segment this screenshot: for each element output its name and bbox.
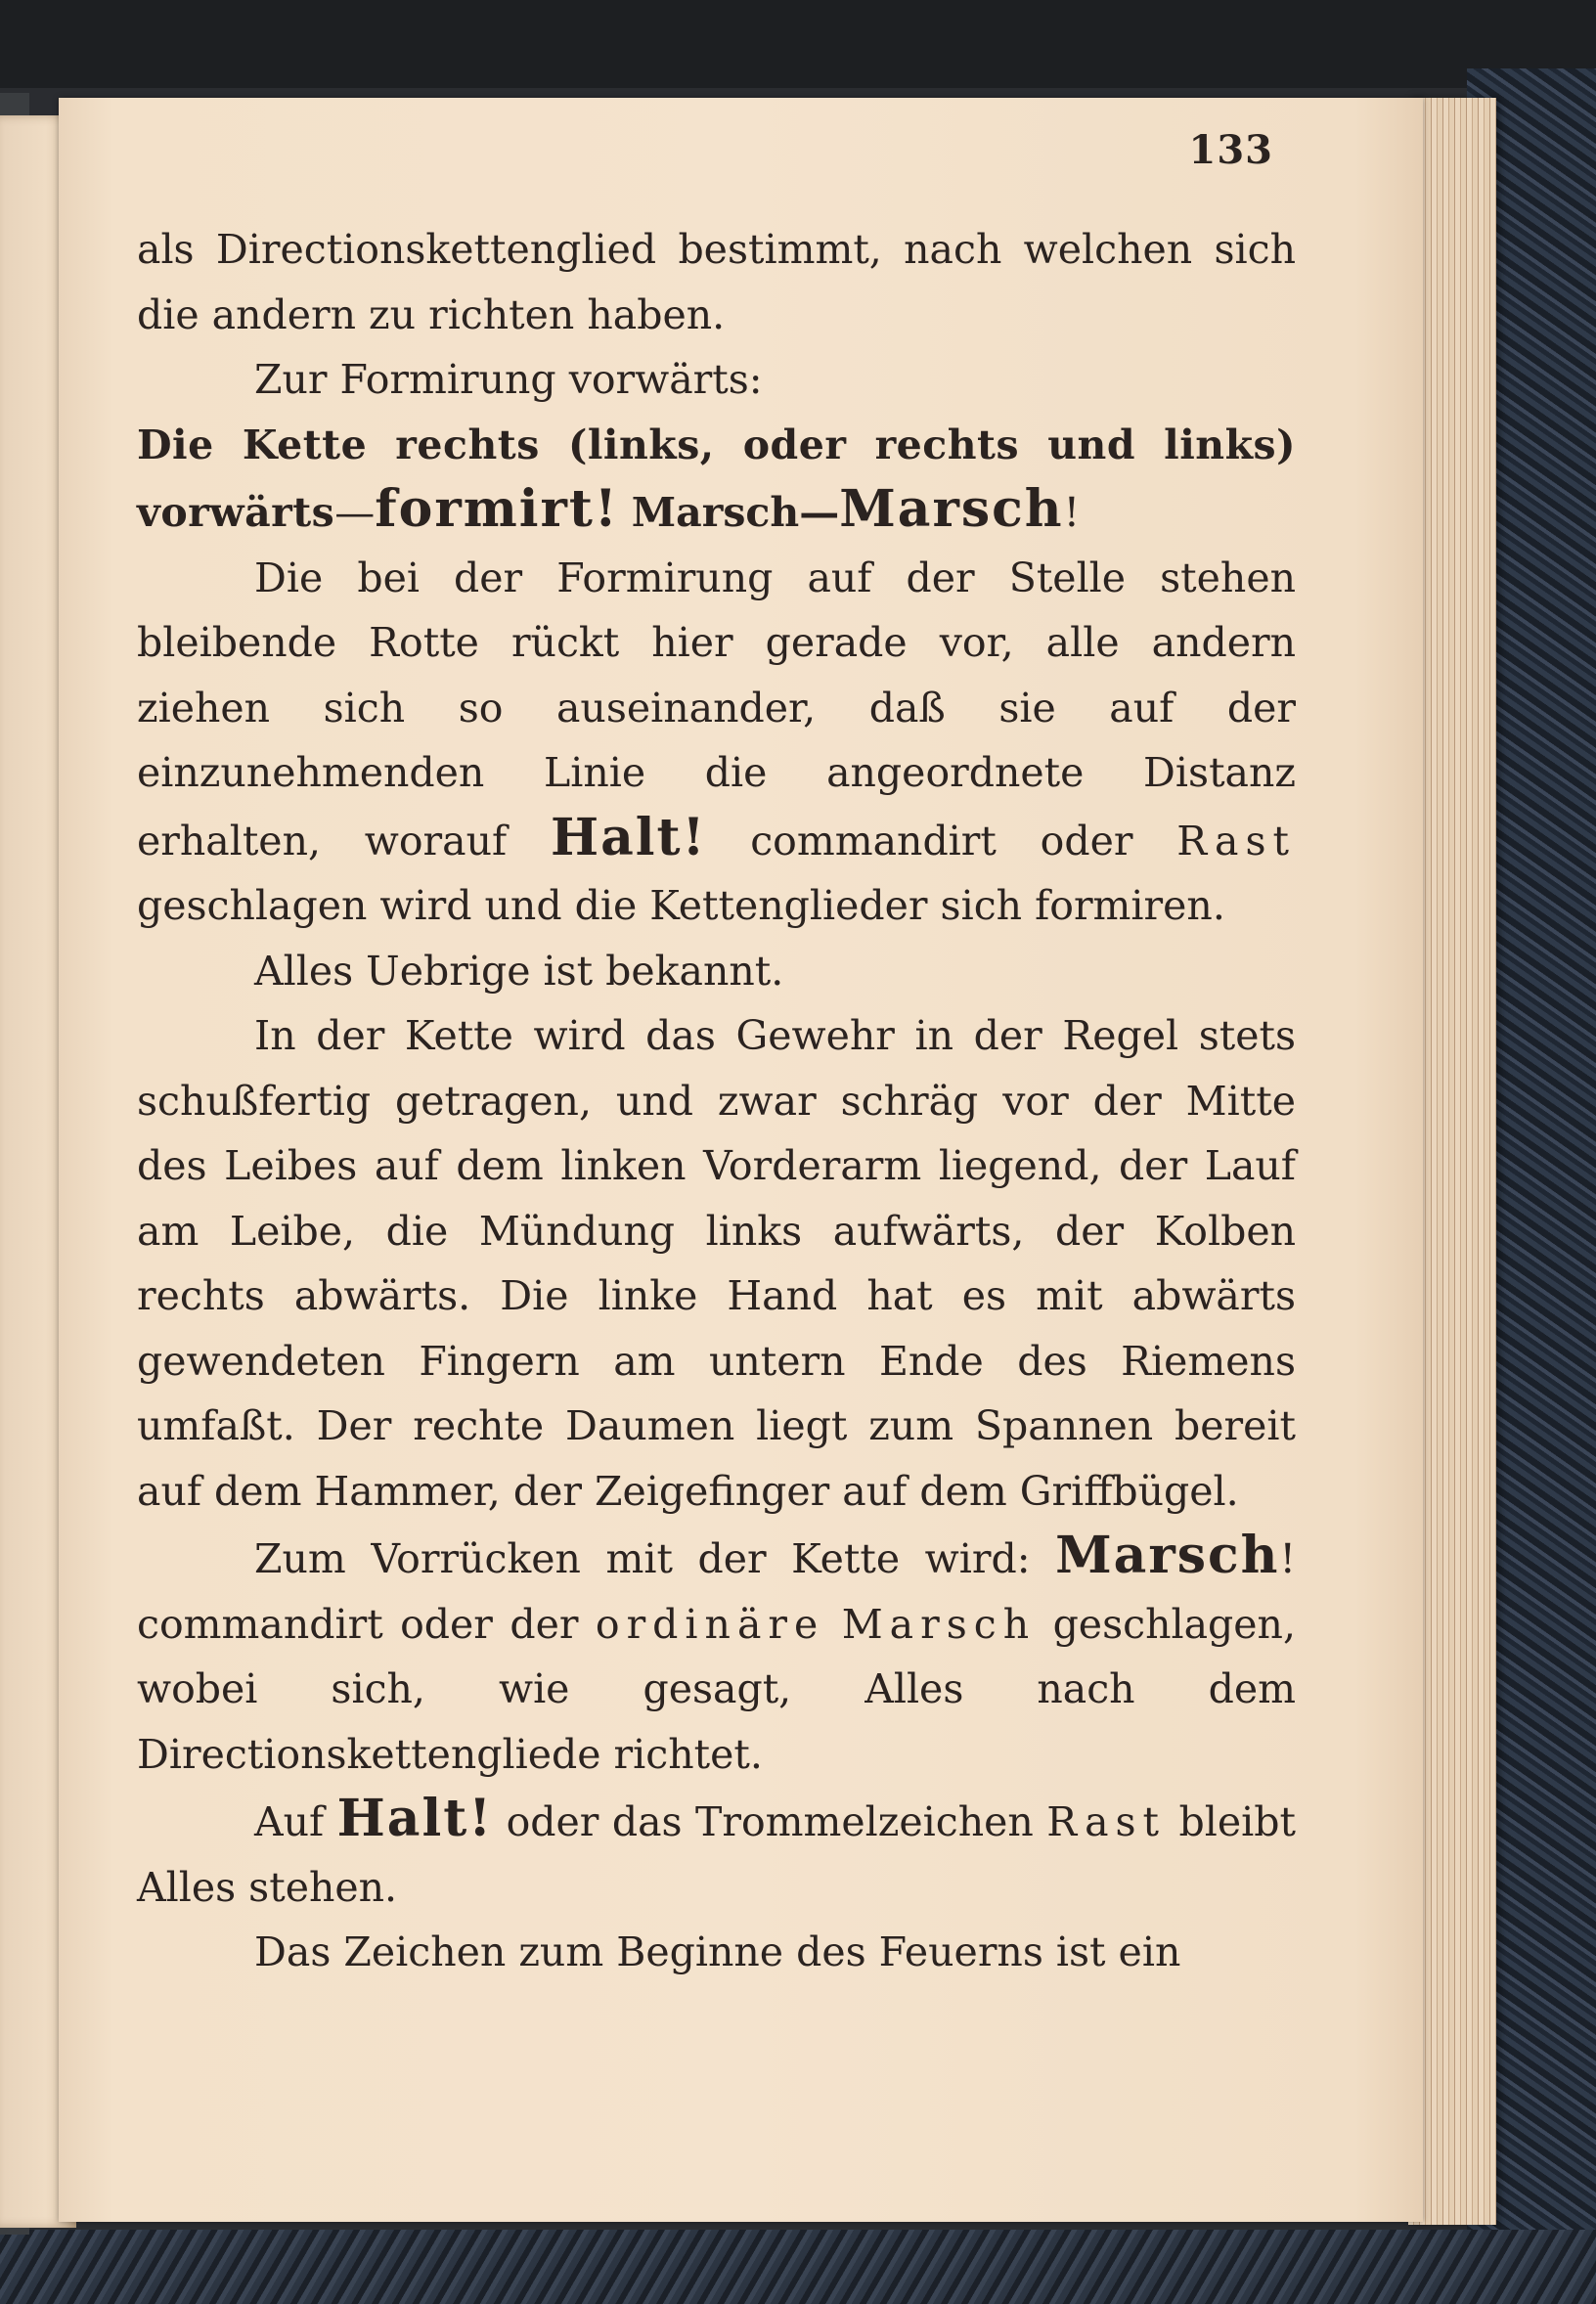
paragraph-3-command — [137, 413, 1296, 546]
command-marsch-1: Marsch— — [631, 489, 840, 536]
paragraph-8-text-a: Auf — [254, 1798, 325, 1845]
paragraph-2: Zur Formirung vorwärts: — [254, 356, 763, 403]
command-halt-2: Halt! — [336, 1789, 494, 1848]
paragraph-4-text-a: Die bei der Formirung auf der Stelle stehen bleibende Rotte rückt hier gerade vor, alle andern ziehen sich so auseinander, daß sie auf der einzunehmenden Linie die angeordnete Distanz erhalten, worauf — [137, 554, 1296, 864]
paragraph-4-text-c: geschlagen wird und die Kettenglieder sich formiren. — [137, 882, 1225, 929]
signal-marsch: Marsch — [841, 1600, 1037, 1648]
signal-rast-1: Rast — [1176, 817, 1296, 864]
exclamation-2: ! — [1279, 1535, 1296, 1582]
paragraph-9: Das Zeichen zum Beginne des Feuerns ist ein — [254, 1928, 1181, 1975]
command-marsch-2: Marsch — [839, 479, 1064, 539]
desk-background — [0, 0, 1596, 88]
paragraph-8 — [137, 1787, 1296, 1920]
page-text — [137, 217, 1296, 1985]
dash: — — [334, 489, 376, 536]
paragraph-6: In der Kette wird das Gewehr in der Regel stets schußfertig getragen, und zwar schräg vor der Mitte des Leibes auf dem linken Vorderarm liegend, der Lauf am Leibe, die Mündung links aufwärts, der Kolben rechts abwärts. Die linke Hand hat es mit abwärts gewendeten Fingern am untern Ende des Riemens umfaßt. Der rechte Daumen liegt zum Spannen bereit auf dem Hammer, der Zeigefinger auf dem Griffbügel. — [137, 1012, 1296, 1515]
paragraph-7-text-b: commandirt oder der — [137, 1600, 579, 1648]
exclamation: ! — [1063, 489, 1081, 536]
paragraph-7-text-c: geschlagen, wobei sich, wie gesagt, Alles nach dem Directionskettengliede richtet. — [137, 1600, 1296, 1778]
book-cover-bottom — [0, 2230, 1596, 2304]
paragraph-4 — [137, 546, 1296, 939]
command-kette: Die Kette rechts (links, oder rechts und links) vorwärts — [137, 421, 1296, 536]
paragraph-4-text-b: commandirt oder — [750, 817, 1133, 864]
page-number: 133 — [1188, 127, 1273, 173]
paragraph-7-text-a: Zum Vorrücken mit der Kette wird: — [254, 1535, 1031, 1582]
paragraph-1: als Directionskettenglied bestimmt, nach welchen sich die andern zu richten haben. — [137, 226, 1296, 338]
paragraph-5: Alles Uebrige ist bekannt. — [254, 947, 784, 995]
command-formirt: formirt! — [375, 479, 619, 539]
signal-rast-2: Rast — [1046, 1798, 1167, 1845]
paragraph-8-text-b: oder das Trommelzeichen — [506, 1798, 1034, 1845]
command-halt-1: Halt! — [550, 807, 707, 867]
paragraph-7 — [137, 1524, 1296, 1787]
signal-ordinaere: ordinäre — [595, 1600, 825, 1648]
command-marsch-3: Marsch — [1055, 1526, 1280, 1585]
paragraph-8-text-c: bleibt Alles stehen. — [137, 1798, 1296, 1911]
